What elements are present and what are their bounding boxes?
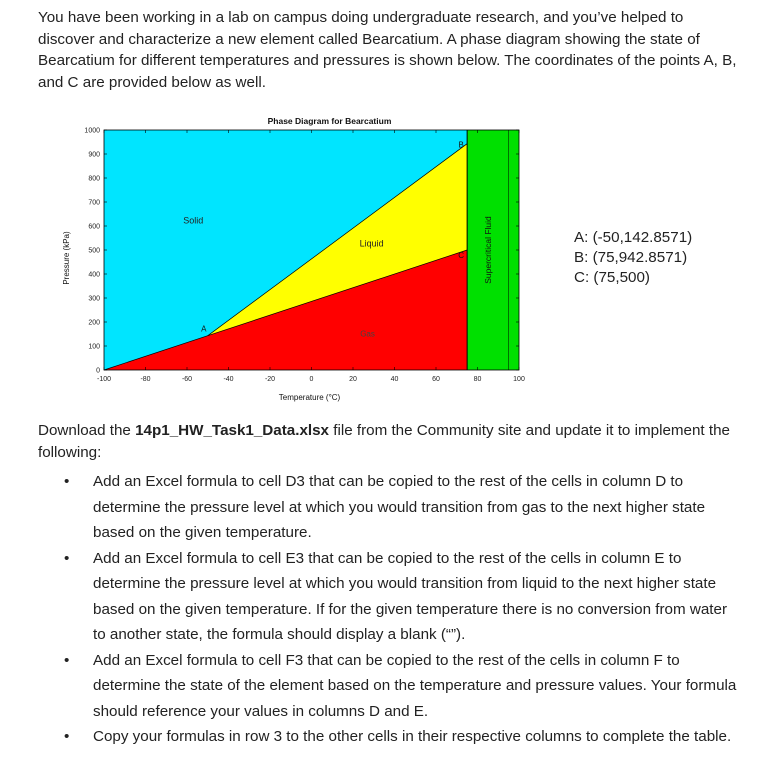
- y-tick-label: 1000: [84, 127, 100, 135]
- x-axis-label: Temperature (°C): [278, 393, 341, 402]
- point-label-a: A: [201, 324, 207, 334]
- supercritical-region-label: Supercritical Fluid: [482, 216, 493, 284]
- chart-title: Phase Diagram for Bearcatium: [267, 116, 392, 126]
- task-item-copy: [38, 724, 743, 750]
- task-item-d3: [38, 469, 743, 546]
- point-coordinates: [574, 228, 692, 288]
- download-text-after: file from the Community site and update it to implement the following:: [38, 422, 730, 461]
- x-tick-label: 60: [432, 376, 440, 383]
- task-text: Add an Excel formula to cell F3 that can be copied to the rest of the cells in column F to determine the state of the element based on the temperature and pressure values. Your formula should reference your values in columns D and E.: [93, 651, 737, 720]
- task-text: Add an Excel formula to cell E3 that can be copied to the rest of the cells in column E to determine the pressure level at which you would transition from liquid to the next higher state based on the given temperature. If for the given temperature there is no conversion from water to another state, the formula should display a blank (“”).: [93, 549, 727, 643]
- gas-region-label: Gas: [360, 329, 375, 339]
- coord-a: A: (-50,142.8571): [574, 229, 693, 246]
- phase-diagram-figure: [55, 112, 535, 412]
- solid-region-label: Solid: [183, 215, 204, 226]
- y-tick-label: 900: [88, 151, 100, 159]
- data-file-name: 14p1_HW_Task1_Data.xlsx: [135, 422, 330, 439]
- y-tick-label: 700: [88, 199, 100, 207]
- task-text: Copy your formulas in row 3 to the other cells in their respective columns to complete the table.: [93, 728, 732, 745]
- task-list: [38, 469, 743, 750]
- point-label-c: C: [458, 251, 465, 260]
- x-tick-label: -20: [264, 376, 276, 383]
- download-instructions: [38, 420, 743, 463]
- bullet-icon: •: [64, 473, 70, 490]
- liquid-region-label: Liquid: [359, 238, 384, 249]
- x-tick-label: 0: [309, 376, 314, 383]
- y-tick-label: 0: [96, 367, 100, 375]
- x-tick-label: 100: [513, 376, 525, 383]
- task-item-e3: [38, 546, 743, 648]
- point-label-b: B: [458, 140, 464, 150]
- x-tick-label: -80: [140, 376, 151, 383]
- bullet-icon: •: [64, 549, 70, 567]
- download-text-before: Download the: [38, 422, 136, 439]
- coord-c: C: (75,500): [574, 269, 650, 286]
- coord-b: B: (75,942.8571): [574, 249, 688, 266]
- supercritical-region: [467, 130, 519, 370]
- phase-diagram-chart: [55, 112, 535, 412]
- bullet-icon: •: [64, 728, 70, 745]
- bullet-icon: •: [64, 651, 70, 669]
- task-text: Add an Excel formula to cell D3 that can be copied to the rest of the cells in column D to determine the pressure level at which you would transition from gas to the next higher state based on the given temperature.: [93, 473, 706, 541]
- task-item-f3: [38, 648, 743, 725]
- x-tick-label: 80: [473, 376, 482, 383]
- y-axis-label: Pressure (kPa): [62, 231, 71, 285]
- intro-paragraph: You have been working in a lab on campus doing undergraduate research, and you’ve helped to discover and characterize a new element called Bearcatium. A phase diagram showing the state of Bearcatium for different temperatures and pressures is shown below. The coordinates of the points A, B, and C are provided below as well.: [38, 9, 737, 91]
- x-tick-label: 20: [349, 376, 357, 383]
- x-tick-label: -100: [96, 376, 112, 383]
- y-tick-label: 500: [88, 247, 100, 255]
- y-tick-label: 400: [88, 271, 100, 279]
- x-tick-label: -60: [181, 376, 193, 383]
- y-tick-label: 200: [88, 319, 100, 327]
- y-tick-label: 300: [88, 295, 100, 303]
- x-tick-label: -40: [223, 376, 234, 383]
- y-tick-label: 800: [88, 175, 100, 183]
- y-tick-label: 600: [88, 223, 100, 231]
- x-tick-label: 40: [390, 376, 399, 383]
- y-tick-label: 100: [88, 343, 100, 351]
